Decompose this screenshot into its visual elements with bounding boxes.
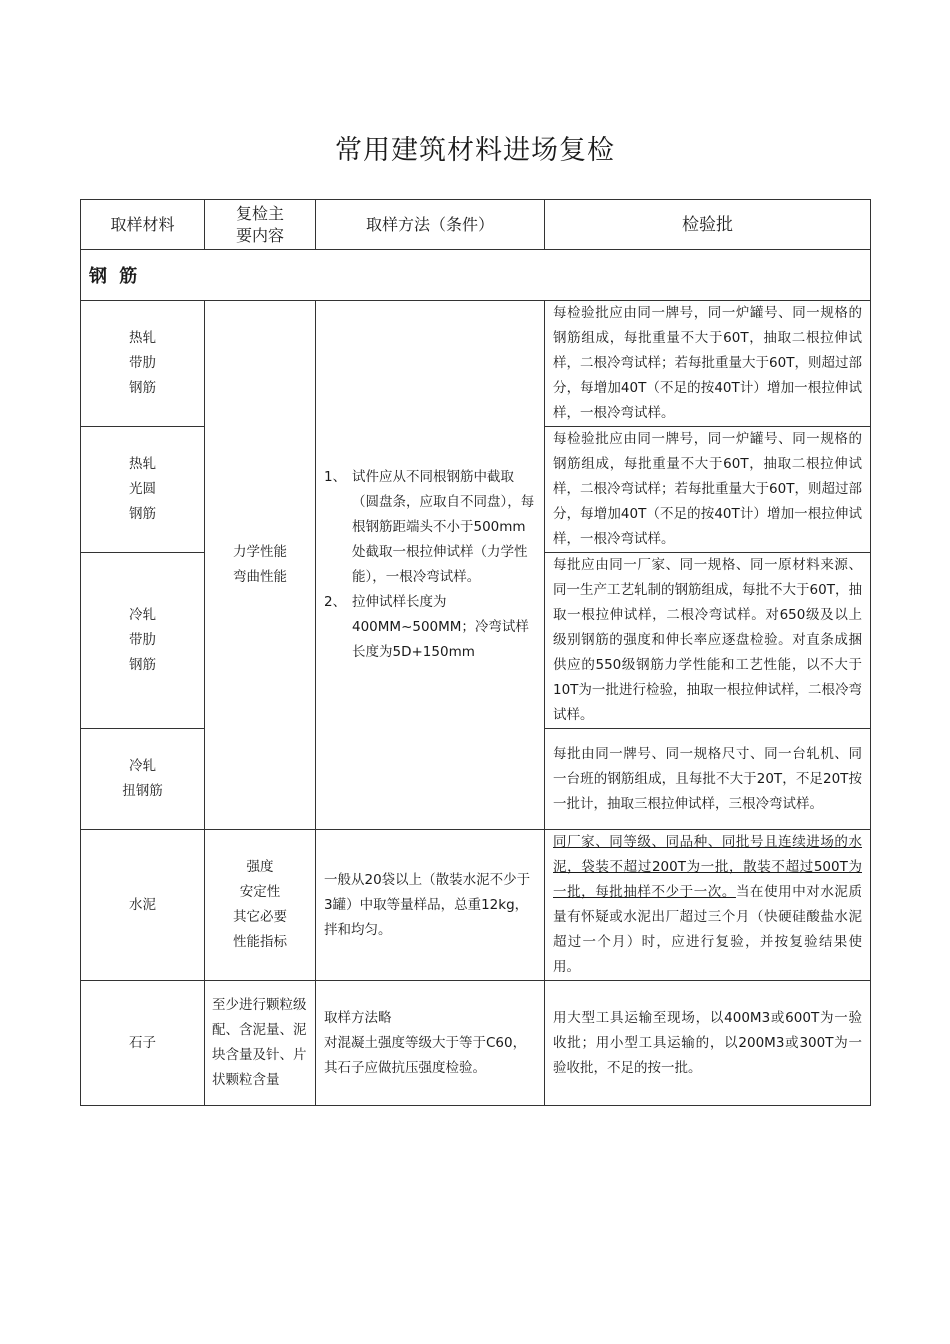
- content-line: 强度: [246, 859, 274, 875]
- material-line: 冷轧: [129, 607, 156, 623]
- material-line: 热轧: [129, 330, 156, 346]
- material-cell: [81, 553, 205, 729]
- list-number: 1、: [324, 469, 347, 485]
- batch-cell: 每批由同一牌号、同一规格尺寸、同一台轧机、同一台班的钢筋组成，且每批不大于20T，不足20T按一批计，抽取三根拉伸试样，三根冷弯试样。: [545, 729, 871, 830]
- material-line: 钢筋: [129, 506, 156, 522]
- method-cell: [316, 981, 545, 1106]
- material-line: 热轧: [129, 456, 156, 472]
- content-line: 力学性能: [233, 544, 287, 560]
- material-line: 带肋: [129, 355, 156, 371]
- table-row: [81, 830, 871, 981]
- header-row: [81, 200, 871, 250]
- content-cell: [205, 830, 316, 981]
- inspection-table: [80, 199, 871, 1106]
- method-list: [324, 465, 536, 665]
- method-line: 对混凝土强度等级大于等于C60，其石子应做抗压强度检验。: [324, 1034, 527, 1076]
- section-row-rebar: [81, 250, 871, 301]
- table-row: [81, 981, 871, 1106]
- material-line: 钢筋: [129, 380, 156, 396]
- batch-cell: 用大型工具运输至现场，以400M3或600T为一验收批；用小型工具运输的，以200M3或300T为一验收批，不足的按一批。: [545, 981, 871, 1106]
- material-line: 扭钢筋: [122, 783, 163, 799]
- material-line: 带肋: [129, 632, 156, 648]
- content-line: 安定性: [239, 884, 281, 900]
- method-cell: 一般从20袋以上（散装水泥不少于3罐）中取等量样品，总重12kg，拌和均匀。: [316, 830, 545, 981]
- content-cell: 至少进行颗粒级配、含泥量、泥块含量及针、片状颗粒含量: [205, 981, 316, 1106]
- material-cell: 水泥: [81, 830, 205, 981]
- list-item: [324, 465, 536, 590]
- batch-cell: [545, 830, 871, 981]
- header-content-line1: 复检主: [235, 203, 284, 223]
- material-cell: [81, 301, 205, 427]
- header-material: 取样材料: [81, 200, 205, 250]
- header-method: 取样方法（条件）: [316, 200, 545, 250]
- list-number: 2、: [324, 594, 347, 610]
- content-line: 性能指标: [233, 934, 287, 950]
- section-title-rebar: 钢 筋: [81, 250, 871, 301]
- batch-cell: 每批应由同一厂家、同一规格、同一原材料来源、同一生产工艺轧制的钢筋组成，每批不大于60T，抽取一根拉伸试样，二根冷弯试样。对650级及以上级别钢筋的强度和伸长率应逐盘检验。对直条成捆供应的550级钢筋力学性能和工艺性能，以不大于10T为一批进行检验，抽取一根拉伸试样，二根冷弯试样。: [545, 553, 871, 729]
- table-row: [81, 301, 871, 427]
- list-text: 拉伸试样长度为400MM~500MM；冷弯试样长度为5D+150mm: [352, 594, 529, 660]
- rebar-method-cell: [316, 301, 545, 830]
- material-cell: [81, 729, 205, 830]
- list-text: 试件应从不同根钢筋中截取（圆盘条，应取自不同盘），每根钢筋距端头不小于500mm处截取一根拉伸试样（力学性能），一根冷弯试样。: [352, 469, 535, 585]
- batch-cell: 每检验批应由同一牌号，同一炉罐号、同一规格的钢筋组成，每批重量不大于60T，抽取二根拉伸试样，二根冷弯试样；若每批重量大于60T，则超过部分，每增加40T（不足的按40T计）增加一根拉伸试样，一根冷弯试样。: [545, 301, 871, 427]
- header-content-line2: 要内容: [235, 225, 284, 245]
- header-batch: 检验批: [545, 200, 871, 250]
- content-line: 其它必要: [233, 909, 287, 925]
- material-cell: [81, 427, 205, 553]
- header-content: [205, 200, 316, 250]
- batch-text: 当在使用中对水泥质量有怀疑或水泥出厂超过三个月（快硬硅酸盐水泥超过一个月）时，应进行复验，并按复验结果使用。: [553, 884, 863, 975]
- batch-cell: 每检验批应由同一牌号，同一炉罐号、同一规格的钢筋组成，每批重量不大于60T，抽取二根拉伸试样，二根冷弯试样；若每批重量大于60T，则超过部分，每增加40T（不足的按40T计）增加一根拉伸试样，一根冷弯试样。: [545, 427, 871, 553]
- content-line: 弯曲性能: [233, 569, 287, 585]
- rebar-content-cell: [205, 301, 316, 830]
- material-line: 钢筋: [129, 657, 156, 673]
- batch-underlined-text: 同厂家、同等级、同品种、同批号且连续进场的水泥，袋装不超过200T为一批，散装不超过500T为一批，每批抽样不少于一次。: [553, 834, 862, 900]
- material-line: 光圆: [129, 481, 156, 497]
- list-item: [324, 590, 536, 665]
- method-line: 取样方法略: [324, 1009, 392, 1026]
- material-line: 冷轧: [129, 758, 156, 774]
- material-cell: 石子: [81, 981, 205, 1106]
- page-title: 常用建筑材料进场复检: [335, 135, 615, 166]
